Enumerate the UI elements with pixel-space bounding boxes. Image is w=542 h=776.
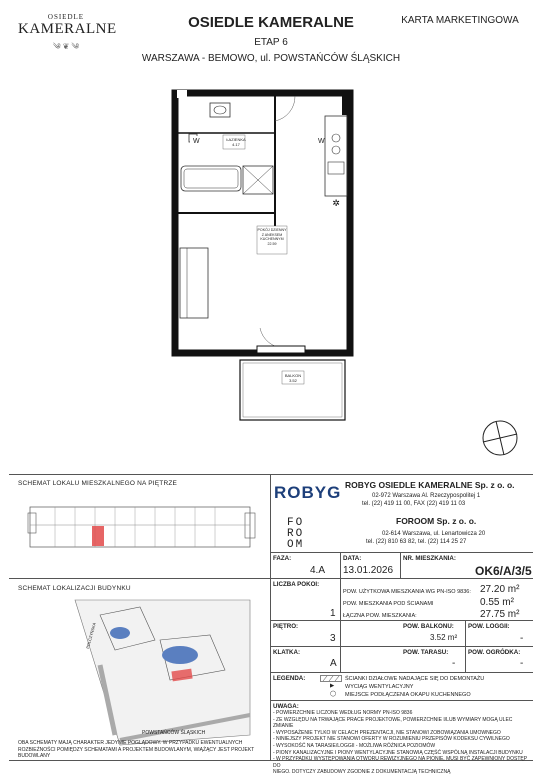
svg-text:✲: ✲ — [332, 199, 340, 209]
bathroom-area: 4.17 — [232, 142, 240, 147]
location-label: WARSZAWA - BEMOWO, ul. POWSTAŃCÓW ŚLĄSKICH — [141, 53, 401, 64]
page-title: OSIEDLE KAMERALNE — [188, 14, 354, 31]
divider-top — [9, 474, 533, 475]
grid-line — [270, 672, 533, 673]
pow-pod-scianami-label: POW. MIESZKANIA POD ŚCIANAMI — [343, 601, 434, 607]
legend-item-2: WYCIĄG WENTYLACYJNY — [345, 684, 414, 690]
grid-line — [270, 552, 533, 553]
klatka-value: A — [330, 658, 337, 669]
data-value: 13.01.2026 — [343, 565, 394, 576]
street-label-polczynska: POLCZYŃSKA — [85, 622, 97, 650]
taras-label: POW. TARASU: — [403, 649, 449, 656]
faza-value: 4.A — [310, 565, 326, 576]
pow-uzytkowa-value: 27.20 m² — [480, 584, 520, 595]
legend-item-1: ŚCIANKI DZIAŁOWE NADAJĄCE SIĘ DO DEMONTAŻU — [345, 676, 485, 682]
loggia-label: POW. LOGGII: — [468, 623, 510, 630]
ogrodek-value: - — [520, 658, 524, 669]
grid-line — [270, 646, 533, 647]
laczna-label: ŁĄCZNA POW. MIESZKANIA: — [343, 613, 417, 619]
nr-value: OK6/A/3/5 — [475, 564, 532, 578]
room-name: POKÓJ DZIENNY Z ANEKSEM KUCHENNYM — [257, 228, 287, 242]
notes-title: UWAGA: — [273, 703, 299, 710]
loggia-value: - — [520, 633, 524, 644]
divider-vertical — [270, 474, 271, 760]
grid-line — [270, 578, 533, 579]
logo-small-text: OSIEDLE — [47, 13, 85, 21]
note-line: - ZE WZGLĘDU NA TRWAJĄCE PRACE PROJEKTOWE, POWIERZCHNIE I/LUB WYMIARY MOGĄ ULEC ZMIANIE — [273, 716, 513, 730]
company1-name: ROBYG OSIEDLE KAMERALNE Sp. z o. o. — [345, 480, 515, 490]
grid-line — [270, 620, 533, 621]
schema-location-title: SCHEMAT LOKALIZACJI BUDYNKU — [18, 585, 131, 592]
note-line: - NINIEJSZY PROJEKT NIE STANOWI OFERTY W ROZUMIENIU PRZEPISÓW KODEKSU CYWILNEGO — [273, 736, 510, 743]
schema-floor-title: SCHEMAT LOKALU MIESZKALNEGO NA PIĘTRZE — [18, 480, 178, 487]
logo-big-text: KAMERALNE — [18, 21, 117, 37]
ogrodek-label: POW. OGRÓDKA: — [468, 649, 521, 656]
note-line: - PIONY KANALIZACYJNE I PIONY WENTYLACYJNE STANOWIĄ CZĘŚĆ WSPÓLNĄ INSTALACJI BUDYNKU — [273, 749, 523, 756]
laczna-value: 27.75 m² — [480, 609, 520, 620]
grid-line — [340, 578, 341, 620]
note-line: - POWIERZCHNIE LICZONE WEDŁUG NORMY PN-ISO 9836 — [273, 710, 413, 716]
foroom-logo-line3: OM — [287, 539, 305, 551]
balcony-name: BALKON — [284, 373, 302, 378]
klatka-label: KLATKA: — [273, 649, 301, 656]
pow-uzytkowa-label: POW. UŻYTKOWA MIESZKANIA WG PN-ISO 9836: — [343, 589, 471, 595]
balcony-label — [282, 373, 304, 383]
compass-icon — [480, 418, 520, 458]
pokoje-label: LICZBA POKOI: — [273, 581, 320, 588]
robyg-logo: ROBYG — [274, 483, 342, 502]
balkon-value: 3.52 m² — [430, 633, 458, 642]
company2-tel: tel. (22) 810 63 82, tel. (22) 114 25 27 — [366, 539, 467, 545]
street-label-powstancow: POWSTAŃCÓW ŚLĄSKICH — [142, 730, 206, 736]
pietro-value: 3 — [330, 633, 336, 644]
note-line: - W PRZYPADKU WYSTĘPOWANIA OTWORU REWIZYJNEGO NA PIONIE, MUSI BYĆ ZAPEWNIONY DOSTĘP DO — [273, 756, 528, 769]
logo-ornament: ༄ ❦ ༄ — [53, 42, 79, 51]
schema-footnote: OBA SCHEMATY MAJĄ CHARAKTER JEDYNIE POGLĄDOWY. W PRZYPADKU EWENTUALNYCH ROZBIEŻNOŚCI POMIĘDZY SCHEMATAMI A PROJEKTEM BUDOWLANYM, WIĄŻĄCY JEST PROJEKT BUDOWLANY — [18, 740, 255, 760]
vent-marker-w2: W — [318, 138, 325, 145]
note-line: NIEGO. DOTYCZY ZABUDOWY ZGODNIE Z DOKUMENTACJĄ TECHNICZNĄ — [273, 769, 451, 776]
hatch-icon — [320, 675, 342, 682]
nr-label: NR. MIESZKANIA: — [403, 555, 456, 562]
data-label: DATA: — [343, 555, 362, 562]
notes-list — [273, 710, 531, 776]
foroom-logo-line2: RO — [287, 528, 305, 540]
pietro-label: PIĘTRO: — [273, 623, 299, 630]
note-line: - WYPOSAŻENIE TYLKO W CELACH PREZENTACJI, NIE STANOWI ZOBOWIĄZANIA UMOWNEGO — [273, 729, 501, 736]
bathroom-name: ŁAZIENKA — [226, 137, 246, 142]
bathroom-label — [225, 137, 247, 147]
floor-schema-diagram — [20, 495, 260, 565]
grid-line — [400, 552, 401, 578]
balkon-label: POW. BALKONU: — [403, 623, 454, 630]
stage-label: ETAP 6 — [254, 37, 288, 48]
hood-icon: ◯ — [330, 691, 337, 697]
note-line: - WYSOKOŚĆ NA TARASIE/LOGGII - MOŻLIWA RÓŻNICA POZIOMÓW — [273, 742, 436, 749]
vent-marker-w1: W — [193, 138, 200, 145]
foroom-logo — [287, 518, 304, 551]
company1-address: 02-972 Warszawa Al. Rzeczypospolitej 1 — [372, 493, 481, 499]
balcony-area: 3.52 — [289, 378, 297, 383]
room-area: 22.59 — [267, 241, 277, 246]
grid-line — [340, 552, 341, 578]
apartment-highlight — [92, 526, 104, 546]
foroom-logo-line1: FO — [287, 517, 305, 529]
company2-name: FOROOM Sp. z o. o. — [396, 516, 477, 526]
card-type-label: KARTA MARKETINGOWA — [401, 15, 519, 26]
legend-item-3: MIEJSCE PODŁĄCZENIA OKAPU KUCHENNEGO — [345, 692, 471, 698]
taras-value: - — [452, 658, 456, 669]
logo — [18, 13, 117, 60]
legend-title: LEGENDA: — [273, 675, 306, 682]
grid-line — [270, 700, 533, 701]
room-label — [257, 228, 287, 246]
company2-address: 02-614 Warszawa, ul. Lenartowicza 20 — [382, 531, 486, 537]
company1-tel: tel. (22) 419 11 00, FAX (22) 419 11 03 — [362, 501, 466, 507]
pow-pod-scianami-value: 0.55 m² — [480, 597, 514, 608]
pokoje-value: 1 — [330, 608, 336, 619]
vent-icon: ▶ — [330, 683, 335, 689]
faza-label: FAZA: — [273, 555, 292, 562]
